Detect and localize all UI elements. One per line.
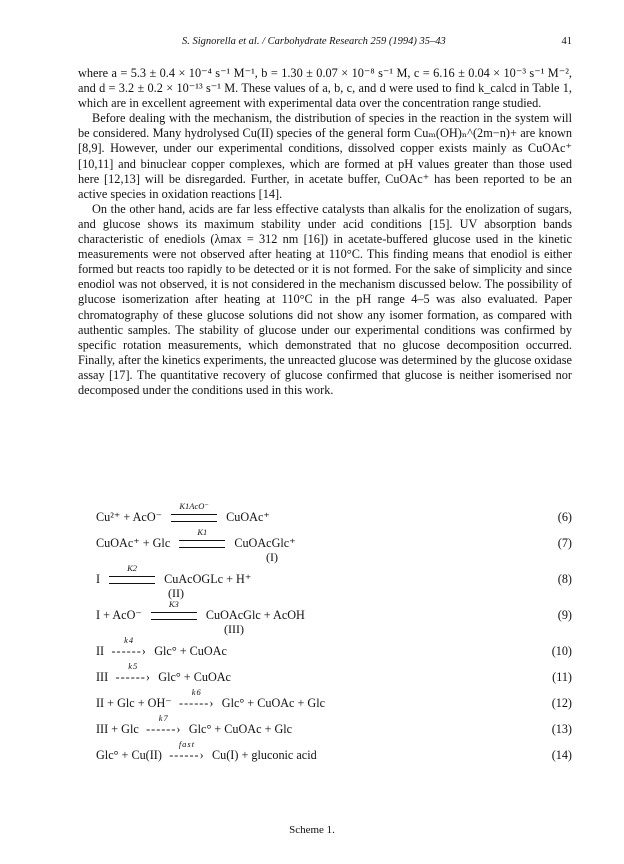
- paragraph-1: where a = 5.3 ± 0.4 × 10⁻⁴ s⁻¹ M⁻¹, b = 1.30 ± 0.07 × 10⁻⁸ s⁻¹ M, c = 6.16 ± 0.04 × 10⁻³ s⁻¹ M⁻², and d = 3.2 ± 0.2 × 10⁻¹³ s⁻¹ M. These values of a, b, c, and d were used to find k_calcd in Table 1, which are in excellent agreement with experimental data over the concentration range studied.: [78, 66, 572, 111]
- dashed-arrow: fast ------›: [169, 739, 205, 762]
- reaction-scheme: [96, 501, 572, 774]
- equation-11: [96, 661, 572, 696]
- equation-left: Cu²⁺ + AcO⁻: [96, 510, 163, 524]
- equation-left: I + AcO⁻: [96, 608, 142, 622]
- page-number: 41: [561, 36, 572, 47]
- equation-left: II: [96, 644, 105, 658]
- body-text: [78, 66, 572, 398]
- scheme-caption: Scheme 1.: [289, 824, 335, 836]
- equation-right: CuAcOGLc + H⁺: [164, 572, 252, 586]
- paragraph-3: On the other hand, acids are far less effective catalysts than alkalis for the enolization of sugars, and glucose shows its maximum stability under acid conditions [15]. UV absorption bands characteristic of enediols (λmax = 312 nm [16]) in acetate-buffered glucose used in the kinetic measurements were not observed after heating at 110°C. This finding means that enodiol is either formed but reacts too rapidly to be detected or it is not formed. For the sake of simplicity and since enodiol was not observed, it is not considered in the mechanism discussed below. The possibility of glucose isomerization after heating at 110°C in the pH range 4–5 was also evaluated. Paper chromatography of these glucose solutions did not show any isomer formation, as compared with authentic samples. The stability of glucose under our experimental conditions was confirmed by specific rotation measurements, which demonstrated that no glucose decomposition occurred. Finally, after the kinetics experiments, the unreacted glucose was determined by the glucose oxidase assay [17]. The quantitative recovery of glucose confirmed that glucose is neither isomerised nor decomposed under the conditions used in this work.: [78, 201, 572, 397]
- equation-number: (12): [551, 696, 572, 710]
- equation-number: (8): [557, 572, 572, 586]
- equation-right: Glc° + CuOAc: [154, 644, 227, 658]
- species-label: (I): [266, 550, 278, 564]
- equation-left: CuOAc⁺ + Glc: [96, 536, 171, 550]
- equation-right: CuOAc⁺: [226, 510, 270, 524]
- equation-left: Glc° + Cu(II): [96, 748, 162, 762]
- equation-7: [96, 527, 572, 572]
- species-label: (III): [224, 622, 244, 636]
- equilibrium-arrow: K1AcO⁻: [168, 510, 220, 525]
- equation-number: (7): [557, 536, 572, 550]
- equation-left: III + Glc: [96, 722, 139, 736]
- equation-right: Glc° + CuOAc: [158, 670, 231, 684]
- dashed-arrow: k6 ------›: [179, 687, 215, 710]
- species-label: (II): [168, 586, 184, 600]
- equation-left: III: [96, 670, 109, 684]
- equation-9: [96, 599, 572, 644]
- dashed-arrow: k4 ------›: [111, 635, 147, 658]
- equilibrium-arrow: K3: [148, 608, 200, 623]
- equilibrium-arrow: K1: [176, 536, 228, 551]
- equation-number: (9): [557, 608, 572, 622]
- dashed-arrow: k7 ------›: [146, 713, 182, 736]
- equation-left: I: [96, 572, 101, 586]
- equation-right: Glc° + CuOAc + Glc: [221, 696, 326, 710]
- equation-number: (11): [552, 670, 572, 684]
- equation-10: [96, 635, 572, 670]
- equation-right: CuOAcGlc + AcOH: [205, 608, 305, 622]
- dashed-arrow: k5 ------›: [115, 661, 151, 684]
- equation-number: (13): [551, 722, 572, 736]
- equation-number: (10): [551, 644, 572, 658]
- equation-6: [96, 501, 572, 536]
- equation-right: Glc° + CuOAc + Glc: [188, 722, 293, 736]
- equilibrium-arrow: K2: [106, 572, 158, 587]
- equation-number: (6): [557, 510, 572, 524]
- equation-left: II + Glc + OH⁻: [96, 696, 172, 710]
- equation-right: Cu(I) + gluconic acid: [212, 748, 317, 762]
- paragraph-2: Before dealing with the mechanism, the distribution of species in the reaction in the system will be considered. Many hydrolysed Cu(II) species of the general form Cuₘ(OH)ₙ^(2m−n)+ are known [8,9]. However, under our experimental conditions, dissolved copper exists mainly as CuOAc⁺ [10,11] and binuclear copper complexes, which are formed at pH values greater than those used here [12,13] will be disregarded. Further, in acetate buffer, CuOAc⁺ has been reported to be an active species in oxidation reactions [14].: [78, 111, 572, 201]
- equation-number: (14): [551, 748, 572, 762]
- running-title: S. Signorella et al. / Carbohydrate Research 259 (1994) 35–43: [182, 36, 446, 47]
- equation-right: CuOAcGlc⁺: [234, 536, 296, 550]
- equation-14: [96, 739, 572, 774]
